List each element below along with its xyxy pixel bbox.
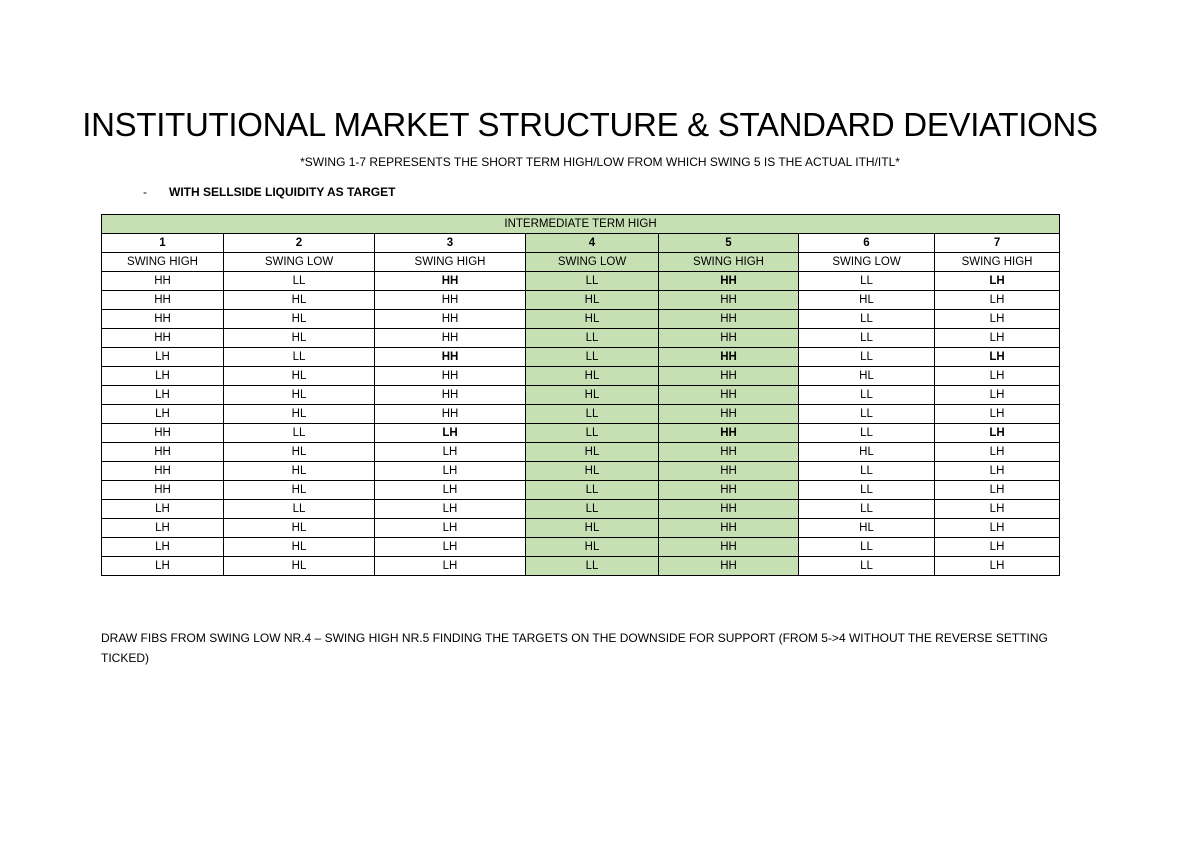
table-row-cell-2: HL — [224, 310, 375, 329]
table-row-cell-2: HL — [224, 519, 375, 538]
swing-number-row — [102, 234, 1060, 253]
table-row-cell-3: LH — [375, 519, 526, 538]
table-row-cell-7: LH — [935, 329, 1060, 348]
table-row-cell-5: HH — [659, 519, 799, 538]
table-row-cell-4: LL — [526, 557, 659, 576]
table-row-cell-3: LH — [375, 538, 526, 557]
swing-number-row-cell-5: 5 — [659, 234, 799, 253]
table-row-cell-5: HH — [659, 481, 799, 500]
table-row-cell-2: HL — [224, 329, 375, 348]
table-caption-row — [102, 215, 1060, 234]
table-row-cell-1: HH — [102, 329, 224, 348]
table-row — [102, 538, 1060, 557]
table-row-cell-5: HH — [659, 291, 799, 310]
table-row-cell-5: HH — [659, 386, 799, 405]
table-row — [102, 405, 1060, 424]
table-row-cell-3: LH — [375, 424, 526, 443]
table-row-cell-5: HH — [659, 348, 799, 367]
swing-number-row-cell-3: 3 — [375, 234, 526, 253]
table-row-cell-7: LH — [935, 291, 1060, 310]
table-row-cell-2: HL — [224, 443, 375, 462]
table-row-cell-7: LH — [935, 443, 1060, 462]
table-row-cell-6: LL — [799, 272, 935, 291]
table-row-cell-1: LH — [102, 405, 224, 424]
table-row-cell-4: LL — [526, 500, 659, 519]
table-row-cell-6: LL — [799, 424, 935, 443]
table-row-cell-5: HH — [659, 462, 799, 481]
table-row-cell-3: HH — [375, 405, 526, 424]
table-row — [102, 272, 1060, 291]
table-row-cell-4: HL — [526, 462, 659, 481]
table-row — [102, 557, 1060, 576]
table-row-cell-2: LL — [224, 272, 375, 291]
table-row-cell-5: HH — [659, 329, 799, 348]
table-row-cell-5: HH — [659, 367, 799, 386]
table-row — [102, 329, 1060, 348]
table-row-cell-7: LH — [935, 538, 1060, 557]
swing-label-row-cell-1: SWING HIGH — [102, 253, 224, 272]
swing-label-row-cell-6: SWING LOW — [799, 253, 935, 272]
swing-label-row-cell-7: SWING HIGH — [935, 253, 1060, 272]
instruction-note: DRAW FIBS FROM SWING LOW NR.4 – SWING HIGH NR.5 FINDING THE TARGETS ON THE DOWNSIDE FOR SUPPORT (FROM 5->4 WITHOUT THE REVERSE SETTING TICKED) — [101, 631, 1048, 665]
table-row-cell-7: LH — [935, 348, 1060, 367]
table-row-cell-7: LH — [935, 462, 1060, 481]
table-row-cell-2: HL — [224, 386, 375, 405]
table-row-cell-6: HL — [799, 519, 935, 538]
table-row-cell-2: LL — [224, 424, 375, 443]
table-row-cell-6: LL — [799, 310, 935, 329]
table-row-cell-7: LH — [935, 386, 1060, 405]
table-row-cell-1: LH — [102, 538, 224, 557]
table-row-cell-7: LH — [935, 424, 1060, 443]
swing-number-row-cell-2: 2 — [224, 234, 375, 253]
table-row-cell-7: LH — [935, 310, 1060, 329]
swing-number-row-cell-1: 1 — [102, 234, 224, 253]
table-row-cell-5: HH — [659, 557, 799, 576]
table-row-cell-1: HH — [102, 272, 224, 291]
table-row — [102, 443, 1060, 462]
table-row-cell-7: LH — [935, 367, 1060, 386]
swing-number-row-cell-6: 6 — [799, 234, 935, 253]
table-row-cell-6: LL — [799, 386, 935, 405]
table-row-cell-1: HH — [102, 443, 224, 462]
table-row-cell-3: HH — [375, 272, 526, 291]
table-row-cell-2: HL — [224, 367, 375, 386]
table-row-cell-4: HL — [526, 291, 659, 310]
table-row-cell-3: LH — [375, 443, 526, 462]
table-row-cell-5: HH — [659, 500, 799, 519]
table-row-cell-4: LL — [526, 272, 659, 291]
table-row-cell-7: LH — [935, 500, 1060, 519]
table-row-cell-4: LL — [526, 329, 659, 348]
table-row-cell-6: LL — [799, 329, 935, 348]
table-row-cell-2: HL — [224, 291, 375, 310]
swing-table — [101, 214, 1060, 576]
table-row-cell-4: HL — [526, 310, 659, 329]
table-row-cell-3: HH — [375, 310, 526, 329]
swing-label-row-cell-2: SWING LOW — [224, 253, 375, 272]
table-row-cell-2: HL — [224, 405, 375, 424]
table-row-cell-6: LL — [799, 481, 935, 500]
table-row — [102, 424, 1060, 443]
table-row-cell-1: HH — [102, 462, 224, 481]
table-row-cell-1: LH — [102, 557, 224, 576]
page-title: INSTITUTIONAL MARKET STRUCTURE & STANDARD DEVIATIONS — [82, 106, 1098, 143]
table-row-cell-2: LL — [224, 500, 375, 519]
table-row-cell-2: HL — [224, 557, 375, 576]
table-row-cell-4: HL — [526, 367, 659, 386]
table-row — [102, 462, 1060, 481]
table-row-cell-3: LH — [375, 500, 526, 519]
table-row-cell-2: LL — [224, 348, 375, 367]
table-row-cell-4: LL — [526, 424, 659, 443]
table-row-cell-1: HH — [102, 481, 224, 500]
table-row — [102, 386, 1060, 405]
table-row-cell-2: HL — [224, 481, 375, 500]
table-row-cell-4: HL — [526, 519, 659, 538]
table-row-cell-3: HH — [375, 367, 526, 386]
swing-number-row-cell-7: 7 — [935, 234, 1060, 253]
table-row-cell-4: LL — [526, 405, 659, 424]
table-row-cell-5: HH — [659, 424, 799, 443]
table-row-cell-1: LH — [102, 367, 224, 386]
table-row — [102, 291, 1060, 310]
swing-number-row-cell-4: 4 — [526, 234, 659, 253]
bullet-text: WITH SELLSIDE LIQUIDITY AS TARGET — [169, 185, 396, 199]
table-row-cell-1: LH — [102, 386, 224, 405]
table-row — [102, 310, 1060, 329]
table-row — [102, 519, 1060, 538]
bullet-item — [143, 185, 395, 199]
table-row-cell-3: HH — [375, 348, 526, 367]
table-row-cell-6: LL — [799, 557, 935, 576]
table-row-cell-6: LL — [799, 538, 935, 557]
table-row-cell-5: HH — [659, 538, 799, 557]
swing-label-row-cell-4: SWING LOW — [526, 253, 659, 272]
page-subtitle: *SWING 1-7 REPRESENTS THE SHORT TERM HIGH/LOW FROM WHICH SWING 5 IS THE ACTUAL ITH/ITL* — [300, 155, 900, 169]
table-row-cell-4: HL — [526, 386, 659, 405]
table-row — [102, 500, 1060, 519]
table-row-cell-4: LL — [526, 348, 659, 367]
table-row-cell-7: LH — [935, 272, 1060, 291]
table-row-cell-1: LH — [102, 348, 224, 367]
table-row-cell-6: HL — [799, 443, 935, 462]
table-row-cell-3: HH — [375, 329, 526, 348]
table-row-cell-5: HH — [659, 310, 799, 329]
table-row-cell-2: HL — [224, 462, 375, 481]
table-row-cell-3: LH — [375, 481, 526, 500]
table-row-cell-4: HL — [526, 443, 659, 462]
table-row-cell-3: HH — [375, 291, 526, 310]
table-row-cell-1: HH — [102, 291, 224, 310]
table-row-cell-7: LH — [935, 519, 1060, 538]
table-row-cell-6: LL — [799, 348, 935, 367]
swing-label-row-cell-3: SWING HIGH — [375, 253, 526, 272]
table-row-cell-3: LH — [375, 557, 526, 576]
swing-label-row — [102, 253, 1060, 272]
table-row-cell-6: LL — [799, 462, 935, 481]
table-row-cell-4: LL — [526, 481, 659, 500]
table-row-cell-5: HH — [659, 405, 799, 424]
table-row — [102, 348, 1060, 367]
table-row-cell-5: HH — [659, 443, 799, 462]
swing-label-row-cell-5: SWING HIGH — [659, 253, 799, 272]
table-row-cell-4: HL — [526, 538, 659, 557]
table-row — [102, 481, 1060, 500]
table-row-cell-7: LH — [935, 557, 1060, 576]
table-row-cell-2: HL — [224, 538, 375, 557]
table-row-cell-6: HL — [799, 367, 935, 386]
table-row — [102, 367, 1060, 386]
table-row-cell-6: LL — [799, 405, 935, 424]
table-row-cell-5: HH — [659, 272, 799, 291]
table-row-cell-1: LH — [102, 519, 224, 538]
table-row-cell-3: LH — [375, 462, 526, 481]
table-caption: INTERMEDIATE TERM HIGH — [102, 215, 1060, 234]
table-row-cell-7: LH — [935, 405, 1060, 424]
bullet-dash: - — [143, 185, 147, 199]
table-row-cell-1: LH — [102, 500, 224, 519]
table-row-cell-7: LH — [935, 481, 1060, 500]
table-row-cell-3: HH — [375, 386, 526, 405]
table-row-cell-6: HL — [799, 291, 935, 310]
table-row-cell-1: HH — [102, 310, 224, 329]
table-row-cell-1: HH — [102, 424, 224, 443]
table-row-cell-6: LL — [799, 500, 935, 519]
